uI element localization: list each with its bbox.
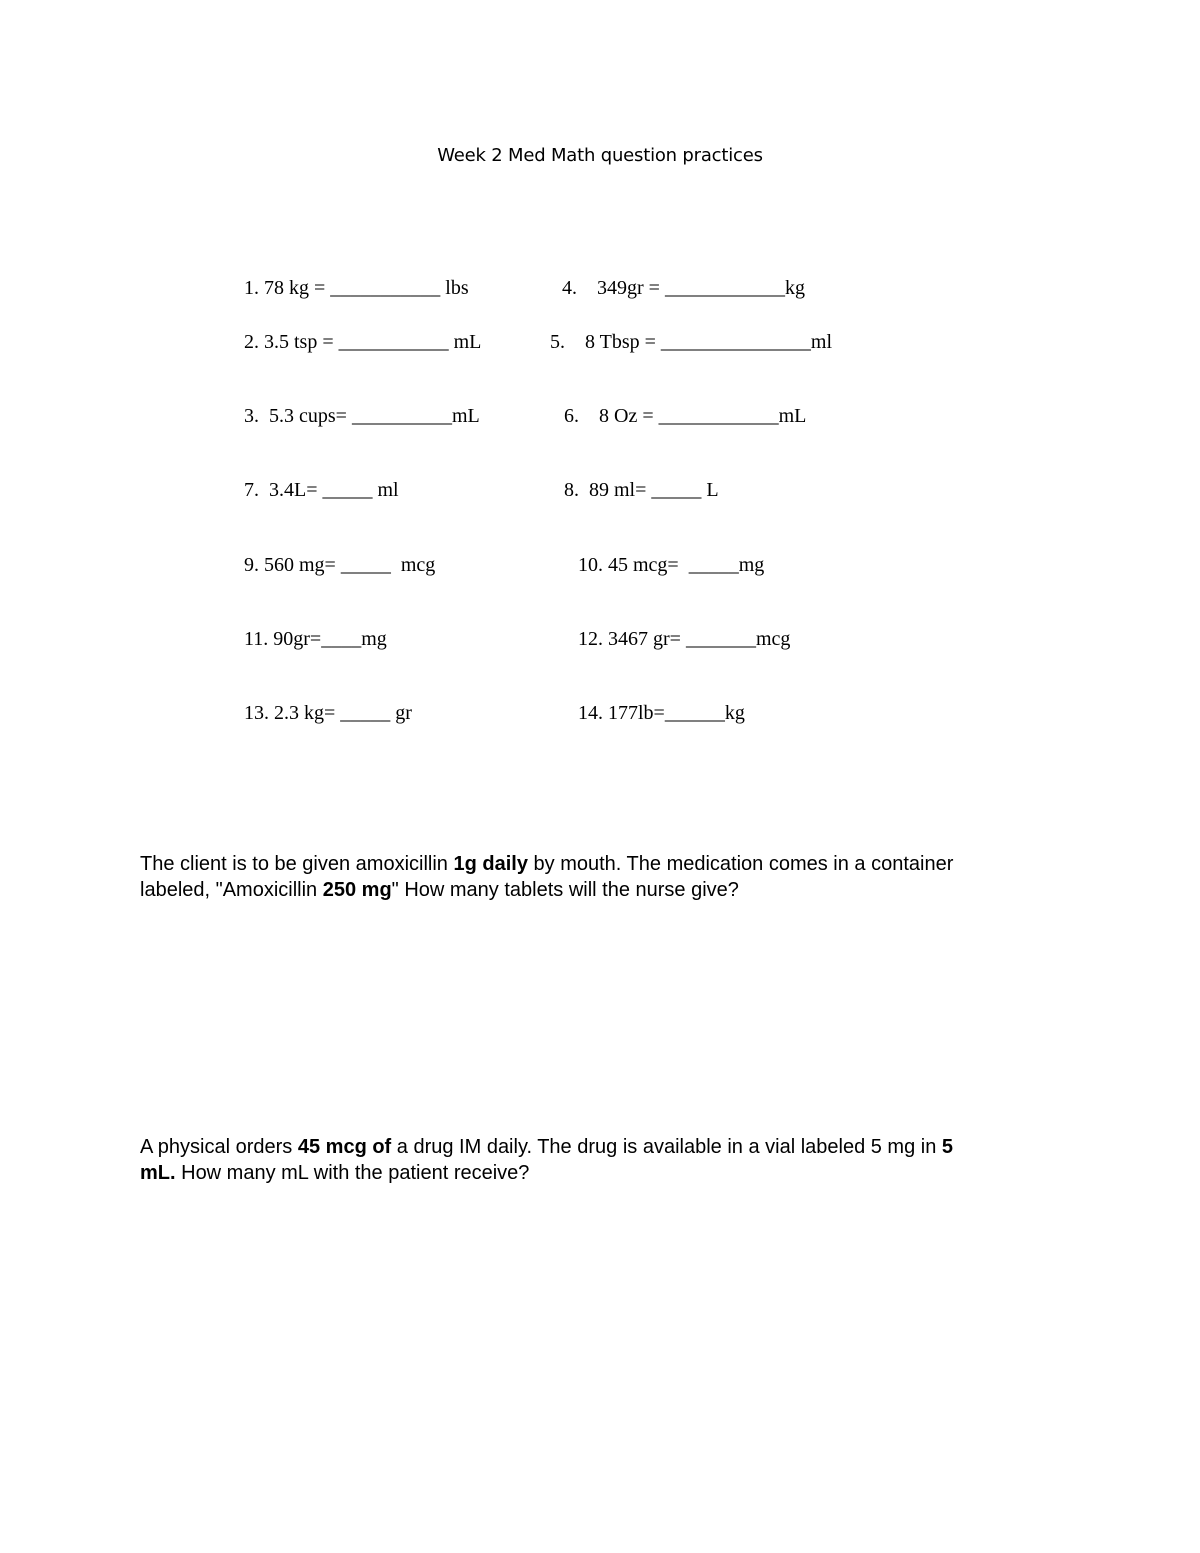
question-14: 14. 177lb=______kg [578, 702, 745, 724]
text-span: " How many tablets will the nurse give? [391, 879, 739, 901]
question-6: 6. 8 Oz = ____________mL [564, 405, 807, 427]
text-span: How many mL with the patient receive? [175, 1162, 530, 1184]
bold-text: 250 mg [322, 879, 392, 901]
text-span: a drug IM daily. The drug is available in a vial labeled 5 mg in [391, 1136, 942, 1158]
text-span: by mouth. The medication comes in a container [527, 853, 954, 875]
question-12: 12. 3467 gr= _______mcg [578, 628, 791, 650]
question-10: 10. 45 mcg= _____mg [578, 554, 765, 576]
question-9: 9. 560 mg= _____ mcg [244, 554, 436, 576]
question-11: 11. 90gr=____mg [244, 628, 387, 650]
text-span: labeled, "Amoxicillin [140, 879, 323, 901]
bold-text: mL. [140, 1162, 176, 1184]
question-3: 3. 5.3 cups= __________mL [244, 405, 480, 427]
word-problem-1-line-2 [140, 877, 1040, 903]
word-problem-1-line-1 [140, 851, 1040, 877]
page-title: Week 2 Med Math question practices [437, 145, 763, 166]
bold-text: 45 mcg of [297, 1136, 392, 1158]
text-span: The client is to be given amoxicillin [140, 853, 454, 875]
question-8: 8. 89 ml= _____ L [564, 479, 719, 501]
bold-text: 5 [941, 1136, 954, 1158]
bold-text: 1g daily [453, 853, 528, 875]
question-2: 2. 3.5 tsp = ___________ mL [244, 331, 482, 353]
question-5: 5. 8 Tbsp = _______________ml [550, 331, 833, 353]
text-span: A physical orders [140, 1136, 298, 1158]
question-13: 13. 2.3 kg= _____ gr [244, 702, 412, 724]
question-1: 1. 78 kg = ___________ lbs [244, 277, 469, 299]
question-4: 4. 349gr = ____________kg [562, 277, 805, 299]
word-problem-2-line-1 [140, 1134, 1040, 1160]
word-problem-2-line-2 [140, 1160, 1040, 1186]
question-7: 7. 3.4L= _____ ml [244, 479, 399, 501]
